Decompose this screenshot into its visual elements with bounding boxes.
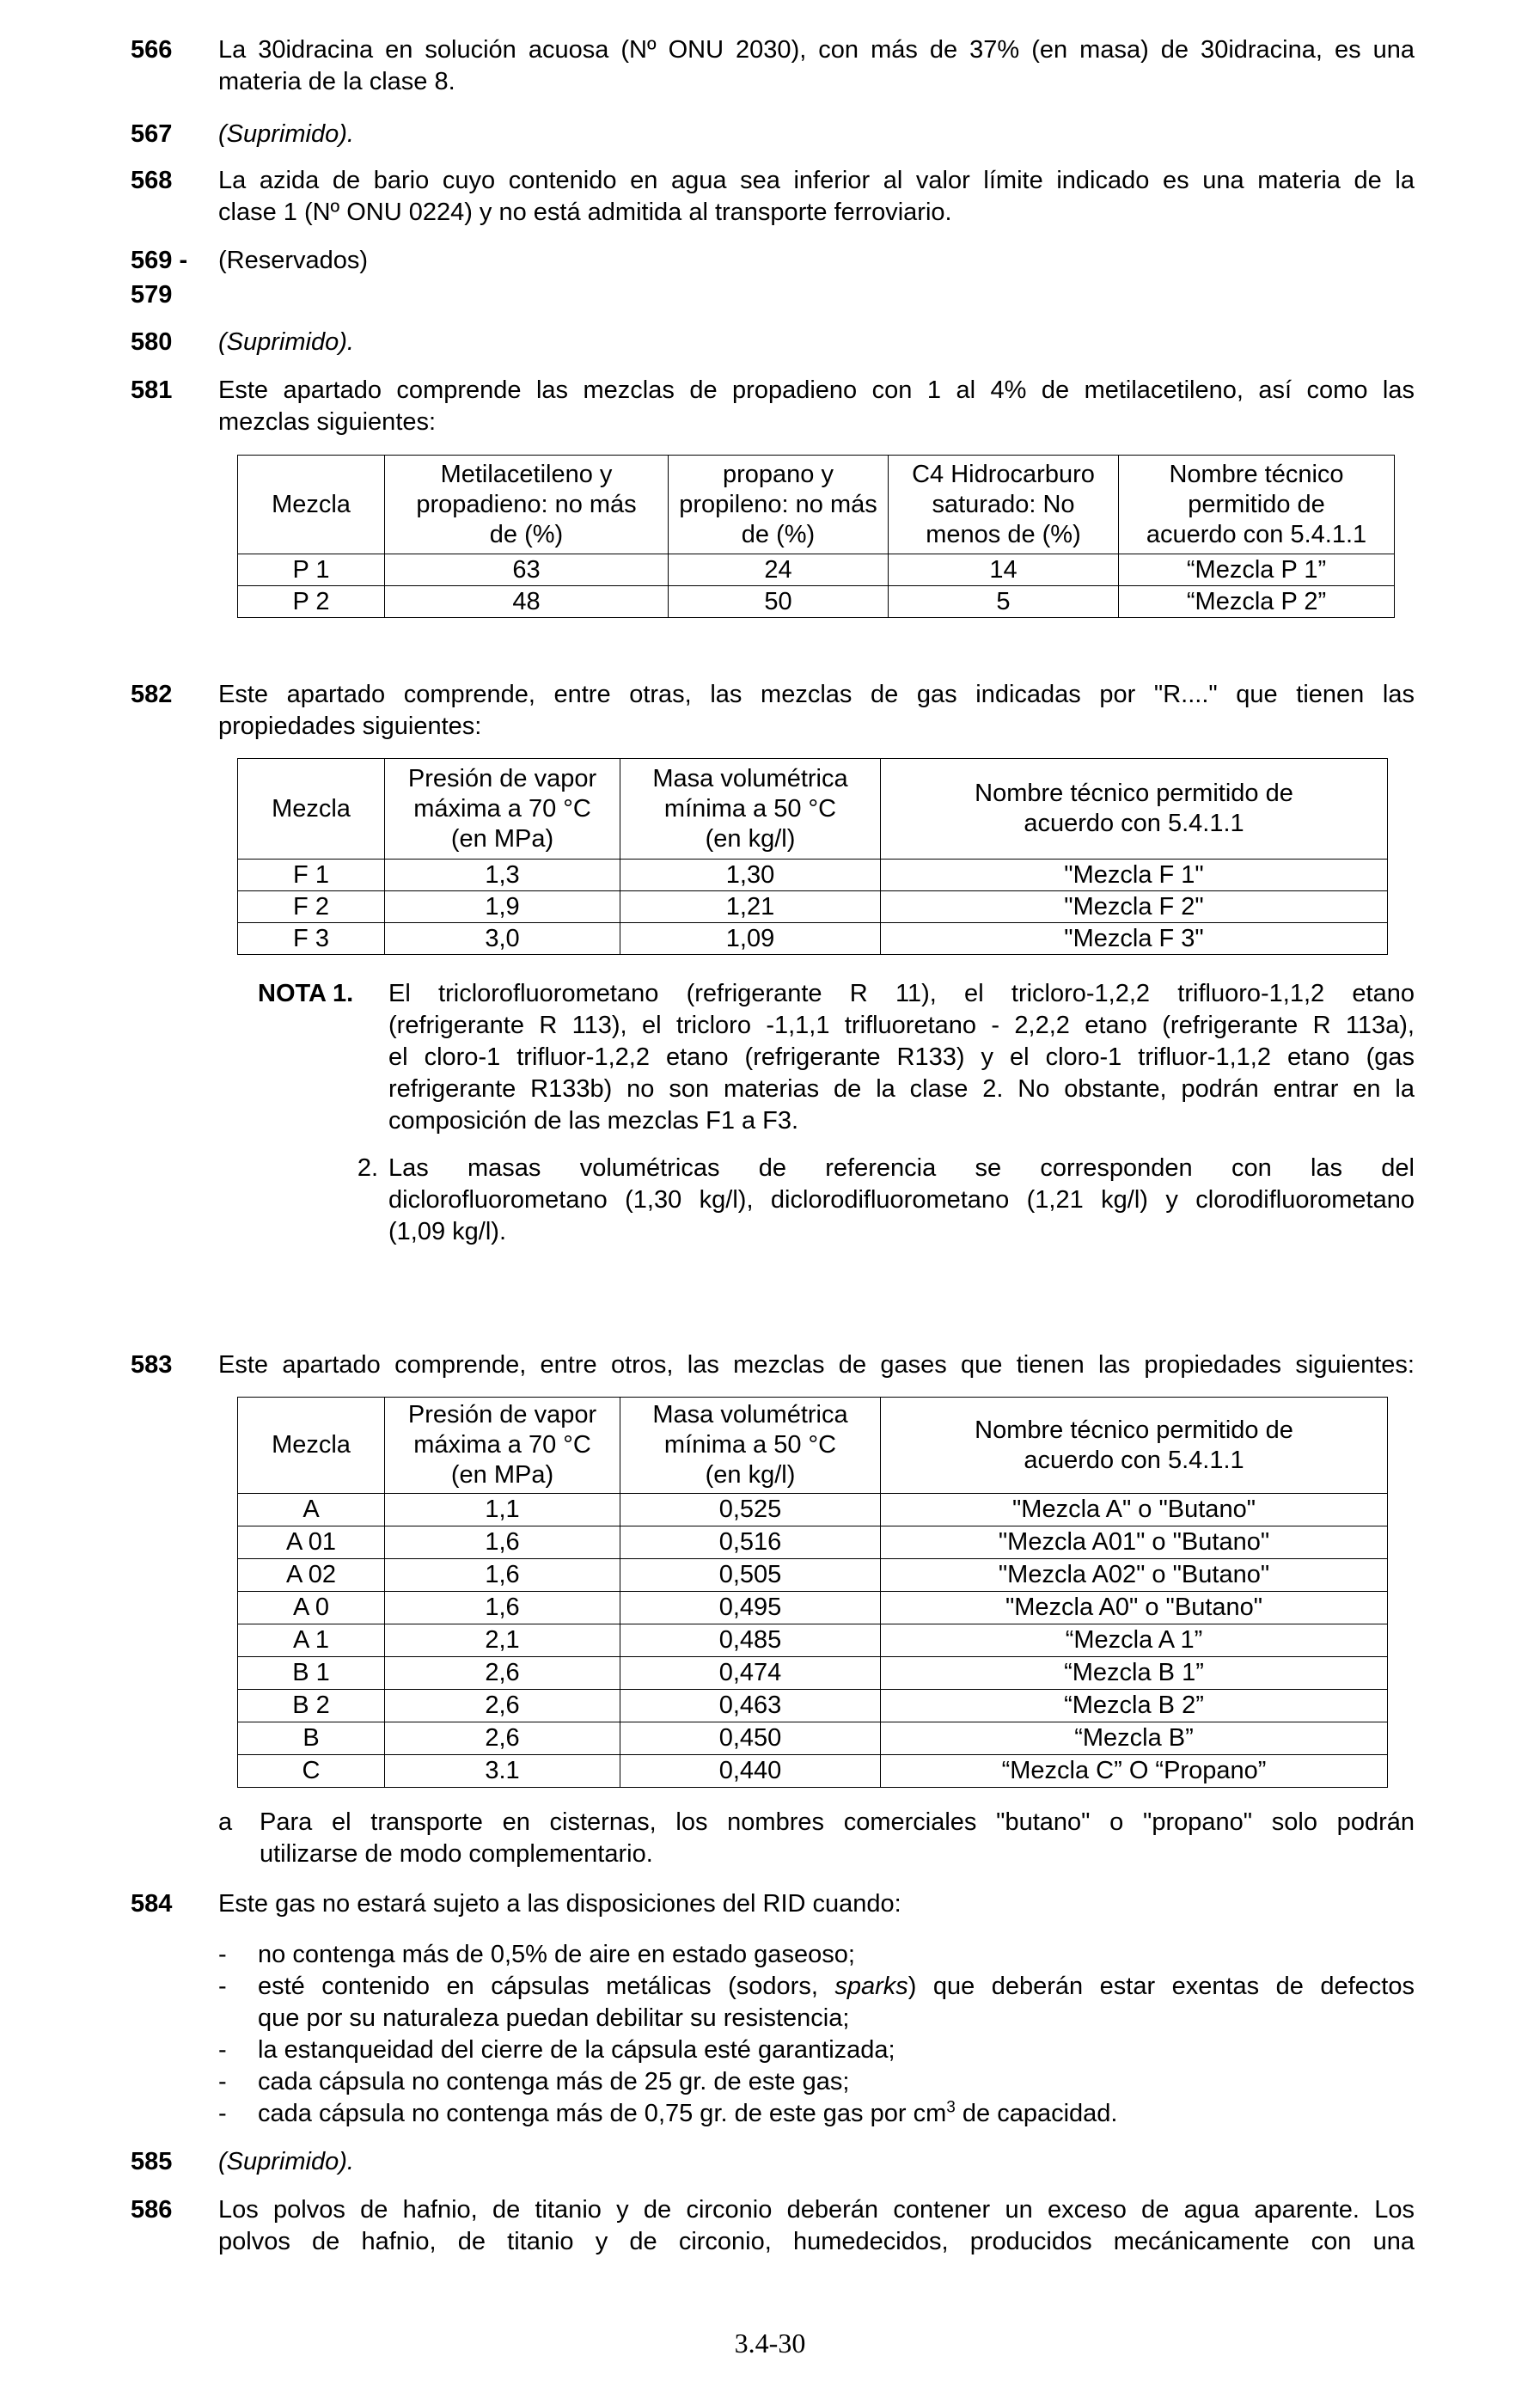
- provision-text: Este apartado comprende, entre otros, las mezclas de gases que tienen las propiedades siguientes:: [218, 1351, 1415, 1379]
- provision-number: 583: [131, 1351, 173, 1379]
- table-header-row: [238, 1398, 1388, 1494]
- provision-number: 582: [131, 681, 173, 708]
- table-header-row: [238, 456, 1395, 554]
- header-mezcla: Mezcla: [238, 759, 385, 860]
- table-row: F 1 1,3 1,30 "Mezcla F 1": [238, 860, 1388, 891]
- provision-text: Este apartado comprende las mezclas de propadieno con 1 al 4% de metilacetileno, así como las mezclas siguientes:: [218, 376, 1415, 436]
- note-2-text: Las masas volumétricas de referencia se corresponden con las del diclorofluorometano (1,30 kg/l), diclorodifluorometano (1,21 kg/l) y clorodifluorometano (1,09 kg/l).: [388, 1154, 1415, 1245]
- header-masa: Masa volumétrica mínima a 50 °C (en kg/l): [620, 1398, 881, 1494]
- provision-text: La azida de bario cuyo contenido en agua sea inferior al valor límite indicado es una materia de la clase 1 (Nº ONU 0224) y no está admitida al transporte ferroviario.: [218, 167, 1415, 226]
- table-581: [237, 455, 1395, 618]
- provision-number-end: 579: [131, 281, 173, 309]
- provision-text: Este gas no estará sujeto a las disposiciones del RID cuando:: [218, 1890, 901, 1918]
- note-label: NOTA 1.: [258, 980, 354, 1007]
- header-mezcla: Mezcla: [238, 456, 385, 554]
- header-presion: Presión de vapor máxima a 70 °C (en MPa): [385, 1398, 620, 1494]
- provision-number: 584: [131, 1890, 173, 1918]
- table-row: B 2,6 0,450 “Mezcla B”: [238, 1722, 1388, 1755]
- provision-text: Este apartado comprende, entre otras, las mezclas de gas indicadas por "R...." que tienen las propiedades siguientes:: [218, 681, 1415, 740]
- provision-text: Los polvos de hafnio, de titanio y de circonio deberán contener un exceso de agua aparente. Los polvos de hafnio, de titanio y de circonio, humedecidos, producidos mecánicamente con una: [218, 2196, 1415, 2255]
- table-row: A 02 1,6 0,505 "Mezcla A02" o "Butano": [238, 1559, 1388, 1592]
- provision-number: 569 -: [131, 247, 188, 274]
- provision-number: 586: [131, 2196, 173, 2224]
- provision-number: 566: [131, 36, 173, 64]
- table-row: P 1 63 24 14 “Mezcla P 1”: [238, 554, 1395, 586]
- footnote-mark: a: [218, 1808, 233, 1836]
- provision-number: 581: [131, 376, 173, 404]
- table-row: A 1,1 0,525 "Mezcla A" o "Butano": [238, 1494, 1388, 1526]
- header-presion: Presión de vapor máxima a 70 °C (en MPa): [385, 759, 620, 860]
- header-propano: propano y propileno: no más de (%): [669, 456, 889, 554]
- note-1-text: El triclorofluorometano (refrigerante R 11), el tricloro-1,2,2 trifluoro-1,1,2 etano (refrigerante R 113), el tricloro -1,1,1 trifluoretano - 2,2,2 etano (refrigerante R 113a), el cloro-1 trifluor-1,2,2 etano (refrigerante R133) y el cloro-1 trifluor-1,1,2 etano (gas refrigerante R133b) no son materias de la clase 2. No obstante, podrán entrar en la composición de las mezclas F1 a F3.: [388, 980, 1415, 1135]
- provision-number: 585: [131, 2148, 173, 2175]
- provision-text: (Suprimido).: [218, 2148, 354, 2175]
- table-row: A 0 1,6 0,495 "Mezcla A0" o "Butano": [238, 1592, 1388, 1624]
- header-masa: Masa volumétrica mínima a 50 °C (en kg/l): [620, 759, 881, 860]
- header-nombre: Nombre técnico permitido de acuerdo con 5.4.1.1: [1119, 456, 1395, 554]
- table-582: [237, 758, 1388, 955]
- table-row: A 01 1,6 0,516 "Mezcla A01" o "Butano": [238, 1526, 1388, 1559]
- footnote-text: Para el transporte en cisternas, los nombres comerciales "butano" o "propano" solo podrán utilizarse de modo complementario.: [260, 1808, 1415, 1868]
- table-row: A 1 2,1 0,485 “Mezcla A 1”: [238, 1624, 1388, 1657]
- page-number: 3.4-30: [734, 2328, 806, 2358]
- table-row: P 2 48 50 5 “Mezcla P 2”: [238, 586, 1395, 618]
- header-nombre: Nombre técnico permitido de acuerdo con 5.4.1.1: [881, 1398, 1388, 1494]
- document-page: 566 La 30idracina en solución acuosa (Nº ONU 2030), con más de 37% (en masa) de 30idracina, es una materia de la clase 8. 567 (Suprimido). 568 La azida de bario cuyo contenido en agua sea inferior al valor límite indicado es una materia de la clase 1 (Nº ONU 0224) y no está admitida al transporte ferroviario. 569 - 579 (Reservados) 580 (Suprimido). 581 Este apartado comprende las mezclas de propadieno con 1 al 4% de metilacetileno, así como las mezclas siguientes: Mezcla Metilacetileno y propadieno: no más de (%) propano y propileno: no más de (%) C4 Hidrocarburo saturado: No menos de (%) Nombre técnico permitido de acuerdo con 5.4.1.1 P 1 63 24 14 “Mezcla P 1” P 2 48 50 5 “Mezcla P 2” 582 Este apartado comprende, entre otras, las mezclas de gas indicadas por "R...." que tienen las propiedades siguientes: Mezcla Presión de vapor máxima a 70 °C (en MPa) Masa volumétrica mínima a 50 °C (en kg/l) Nombre técnico permitido de acuerdo con 5.4.1.1 F 1 1,3 1,30 "Mezcla F 1" F 2 1,9 1,21 "Mezcla F 2" F 3 3,0 1,09 "Mezcla F 3" NOTA 1. El triclorofluorometano (refrigerante R 11), el tricloro-1,2,2 trifluoro-1,1,2 etano (refrigerante R 113), el tricloro -1,1,1 trifluoretano - 2,2,2 etano (refrigerante R 113a), el cloro-1 trifluor-1,2,2 etano (refrigerante R133) y el cloro-1 trifluor-1,1,2 etano (gas refrigerante R133b) no son materias de la clase 2. No obstante, podrán entrar en la composición de las mezclas F1 a F3. 2. Las masas volumétricas de referencia se corresponden con las del diclorofluorometano (1,30 kg/l), diclorodifluorometano (1,21 kg/l) y clorodifluorometano (1,09 kg/l). 583 Este apartado comprende, entre otros, las mezclas de gases que tienen las propiedades siguientes: Mezcla Presión de vapor máxima a 70 °C (en MPa) Masa volumétrica mínima a 50 °C (en kg/l) Nombre técnico permitido de acuerdo con 5.4.1.1 A 1,1 0,525 "Mezcla A" o "Butano" A 01 1,6 0,516 "Mezcla A01" o "Butano" A 02 1,6 0,505 "Mezcla A02" o "Butano" A 0 1,6 0,495 "Mezcla A0" o "Butano" A 1 2,1 0,485 “Mezcla A 1” B 1 2,6 0,474 “Mezcla B 1” B 2 2,6 0,463 “Mezcla B 2” B 2,6 0,450 “Mezcla B” C 3.1 0,440 “Mezcla C” O “Propano” a Para el transporte en cisternas, los nombres comerciales "butano" o "propano" solo podrán utilizarse de modo complementario. 584 Este gas no estará sujeto a las disposiciones del RID cuando: - no contenga más de 0,5% de aire en estado gaseoso; - esté contenido en cápsulas metálicas (sodors, sparks) que deberán estar exentas de defectos que por su naturaleza puedan debilitar su resistencia; - la estanqueidad del cierre de la cápsula esté garantizada; - cada cápsula no contenga más de 25 gr. de este gas; - cada cápsula no contenga más de 0,75 gr. de este gas por $cm^3$ de capacidad. 585 (Suprimido). 586 Los polvos de hafnio, de titanio y de circonio deberán contener un exceso de agua aparente. Los polvos de hafnio, de titanio y de circonio, humedecidos, producidos mecánicamente con una 3.4-30: [0, 0, 1540, 2386]
- header-metilacetileno: Metilacetileno y propadieno: no más de (%): [385, 456, 669, 554]
- header-c4: C4 Hidrocarburo saturado: No menos de (%): [889, 456, 1119, 554]
- table-row: F 3 3,0 1,09 "Mezcla F 3": [238, 923, 1388, 955]
- table-row: F 2 1,9 1,21 "Mezcla F 2": [238, 891, 1388, 923]
- provision-number: 568: [131, 167, 173, 194]
- header-nombre: Nombre técnico permitido de acuerdo con 5.4.1.1: [881, 759, 1388, 860]
- table-583: [237, 1397, 1388, 1788]
- provision-number: 567: [131, 120, 173, 148]
- provision-text: (Suprimido).: [218, 120, 354, 148]
- provision-text: (Suprimido).: [218, 328, 354, 356]
- note-2-number: 2.: [357, 1154, 378, 1182]
- provision-text: La 30idracina en solución acuosa (Nº ONU 2030), con más de 37% (en masa) de 30idracina, es una materia de la clase 8.: [218, 36, 1415, 95]
- table-row: C 3.1 0,440 “Mezcla C” O “Propano”: [238, 1755, 1388, 1788]
- table-header-row: [238, 759, 1388, 860]
- provision-number: 580: [131, 328, 173, 356]
- header-mezcla: Mezcla: [238, 1398, 385, 1494]
- provision-text: (Reservados): [218, 247, 369, 274]
- table-row: B 1 2,6 0,474 “Mezcla B 1”: [238, 1657, 1388, 1690]
- table-row: B 2 2,6 0,463 “Mezcla B 2”: [238, 1690, 1388, 1722]
